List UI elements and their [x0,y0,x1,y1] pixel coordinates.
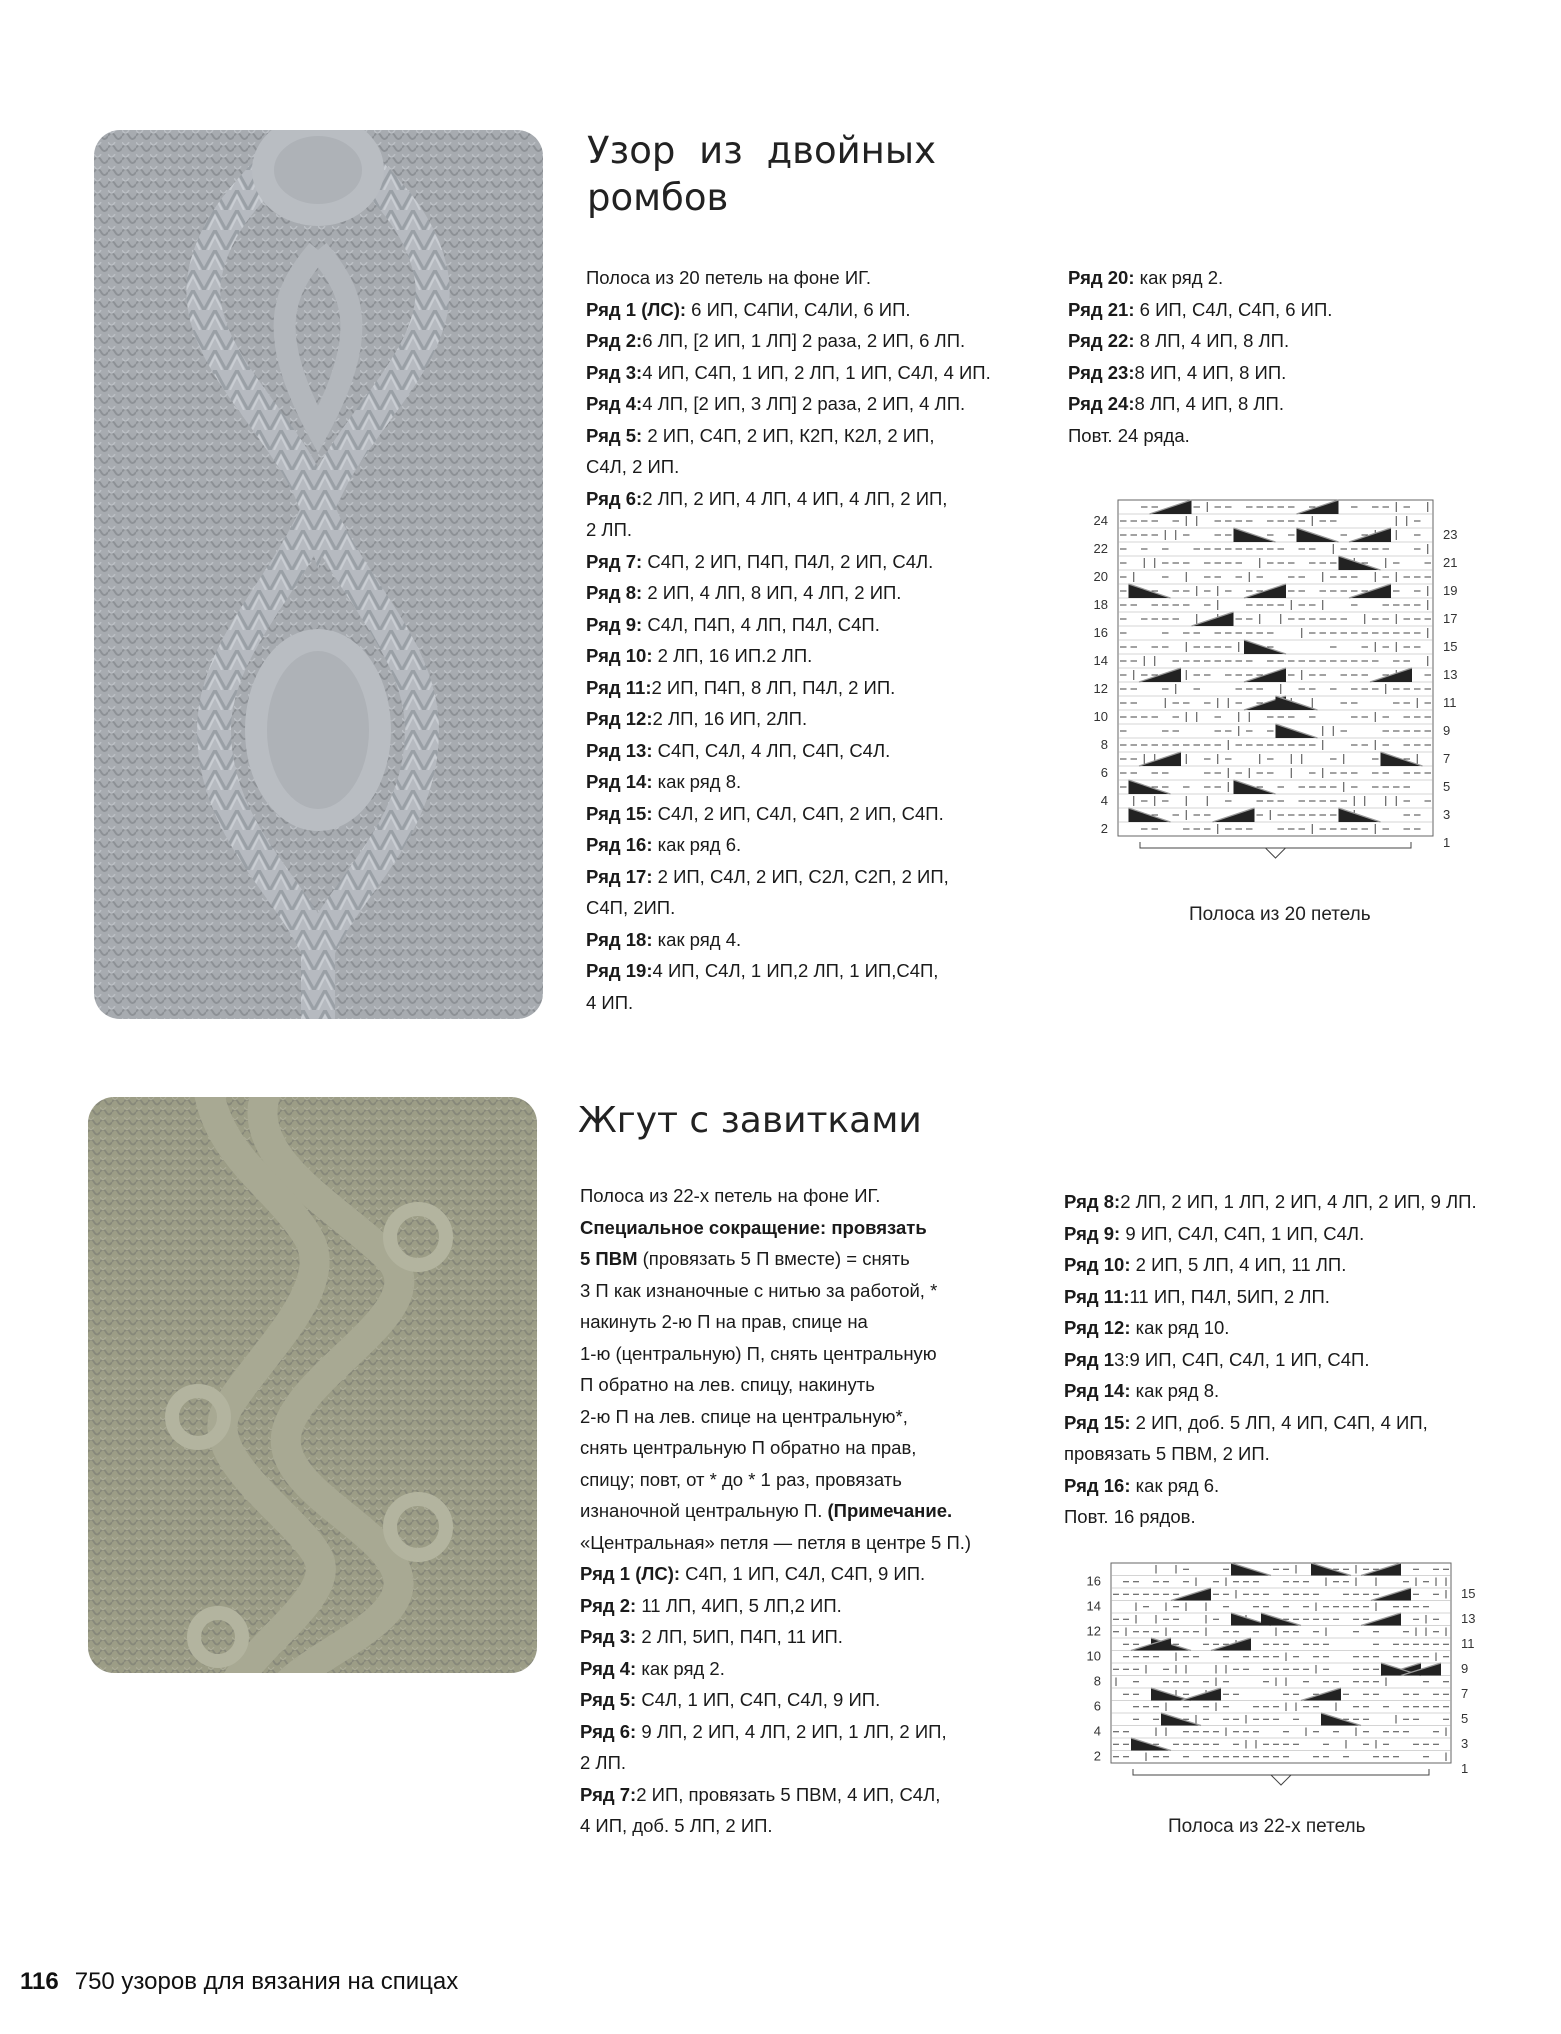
pattern2-row-note: (Примечание. [827,1500,953,1521]
pattern1-chart-row-number-right: 15 [1443,639,1458,655]
pattern2-chart-row-number-left: 12 [1086,1623,1101,1639]
pattern2-chart-row-number-right: 13 [1461,1611,1476,1626]
pattern1-row-text: 8 ЛП, 4 ИП, 8 ЛП. [1134,393,1284,414]
pattern1-row-label: Ряд 14: [586,771,653,792]
pattern2-row-label: Ряд 10: [1064,1254,1131,1275]
pattern1-row [1068,388,1428,420]
pattern1-chart-row-number-left: 4 [1100,793,1108,809]
pattern2-row-label: 5 ПВМ [580,1248,638,1269]
pattern1-row-label: Ряд 16: [586,834,653,855]
pattern1-row [586,577,1056,609]
pattern1-row [586,514,1056,546]
pattern1-row [586,798,1056,830]
pattern2-row [580,1243,1050,1275]
pattern1-row-text: как ряд 2. [1134,267,1224,288]
pattern2-row-text: спицу; повт, от * до * 1 раз, провязать [580,1468,902,1490]
pattern1-row-text: 4 ИП, С4Л, 1 ИП,2 ЛП, 1 ИП,С4П, [652,960,939,981]
pattern1-chart-row-number-left: 2 [1100,821,1108,837]
pattern2-row-label: Ряд 11: [1064,1285,1130,1307]
pattern1-row [586,987,1056,1019]
pattern1-row-label: Ряд 11: [586,676,652,698]
pattern1-instructions-left [586,262,1056,1018]
pattern1-row-text: С4П, С4Л, 4 ЛП, С4П, С4Л. [652,739,891,761]
pattern2-chart-row-number-right: 11 [1461,1636,1475,1651]
pattern2-row-label: Ряд 9: [1064,1222,1121,1244]
pattern2-row-text: 1-ю (центральную) П, снять центральную [580,1342,937,1364]
pattern1-row [1068,325,1428,357]
pattern1-row-text: 2 ЛП, 2 ИП, 4 ЛП, 4 ИП, 4 ЛП, 2 ИП, [642,487,948,509]
pattern2-row [1064,1218,1554,1250]
pattern1-row [586,924,1056,956]
pattern2-row [580,1621,1050,1653]
pattern1-row [586,420,1056,452]
pattern1-chart-row-number-right: 13 [1443,667,1458,683]
pattern2-row-label: Ряд 1 [1064,1348,1115,1370]
pattern2-row [1064,1375,1554,1407]
pattern2-chart-row-number-right: 5 [1461,1711,1469,1726]
pattern2-row-text: 9 ИП, С4Л, С4П, 1 ИП, С4Л. [1120,1222,1365,1244]
pattern1-row [586,735,1056,767]
pattern2-instructions-right [1064,1186,1554,1533]
pattern2-row [580,1306,1050,1338]
pattern2-row-text: провязать 5 ПВМ, 2 ИП. [1064,1443,1270,1464]
page-number: 116 [20,1968,59,1995]
pattern2-row [580,1779,1050,1811]
pattern1-chart-row-number-left: 8 [1100,737,1108,753]
pattern1-row-text: 4 ИП. [586,991,634,1013]
pattern2-photo [88,1097,537,1673]
pattern1-row [586,955,1056,987]
pattern2-row-text: С4П, 1 ИП, С4Л, С4П, 9 ИП. [680,1563,926,1584]
pattern2-row [580,1495,1050,1527]
pattern1-chart-row-number-left: 12 [1093,681,1108,697]
pattern1-row-label: Ряд 22: [1068,330,1135,351]
pattern2-chart [1075,1555,1505,1795]
pattern1-title-line1: Узор из двойных [587,129,936,172]
pattern1-row-label: Ряд 18: [586,928,653,950]
page-footer [20,1968,458,1996]
pattern2-chart-row-number-left: 14 [1086,1598,1101,1614]
pattern1-row-label: Ряд 12: [586,708,653,729]
pattern2-row-text: П обратно на лев. спицу, накинуть [580,1374,875,1395]
pattern2-row [1064,1470,1554,1502]
pattern1-row [586,892,1056,924]
pattern2-title: Жгут с завитками [578,1100,922,1141]
pattern2-row [580,1747,1050,1779]
pattern2-row-text: 3:9 ИП, С4П, С4Л, 1 ИП, С4П. [1114,1348,1370,1370]
pattern1-row-text: Повт. 24 ряда. [1068,424,1190,446]
pattern1-row-label: Ряд 10: [586,645,653,666]
pattern1-chart-row-number-left: 18 [1093,597,1108,613]
pattern1-row-label: Ряд 19: [586,960,653,981]
pattern2-row [580,1369,1050,1401]
pattern1-row-label: Ряд 5: [586,424,643,446]
pattern1-row [586,672,1056,704]
pattern1-row [586,357,1056,389]
pattern2-row-text: 11 ИП, П4Л, 5ИП, 2 ЛП. [1129,1285,1330,1307]
pattern1-row-label: Ряд 2: [586,330,643,351]
pattern1-row [586,640,1056,672]
pattern1-chart-row-number-right: 11 [1443,695,1457,711]
pattern2-row-text: 2 ЛП, 2 ИП, 1 ЛП, 2 ИП, 4 ЛП, 2 ИП, 9 ЛП. [1120,1191,1477,1212]
pattern1-row [586,703,1056,735]
pattern2-chart-row-number-right: 1 [1461,1761,1469,1776]
pattern2-row-text: 2 ЛП. [580,1752,627,1773]
pattern1-row-text: С4П, 2ИП. [586,897,676,918]
pattern2-row-text: Повт. 16 рядов. [1064,1506,1196,1527]
pattern1-chart-row-number-right: 17 [1443,611,1458,627]
pattern2-row-label: Ряд 1 (ЛС): [580,1563,681,1584]
pattern2-instructions-left [580,1180,1050,1842]
pattern2-row-text: как ряд 6. [1130,1474,1220,1496]
pattern2-row [580,1212,1050,1244]
pattern1-row [586,451,1056,483]
pattern2-row [580,1653,1050,1685]
pattern2-row-text: как ряд 10. [1130,1317,1230,1338]
pattern1-row-label: Ряд 1 (ЛС): [586,298,687,320]
pattern2-row-text: 9 ЛП, 2 ИП, 4 ЛП, 2 ИП, 1 ЛП, 2 ИП, [636,1720,947,1742]
pattern1-row-text: 8 ЛП, 4 ИП, 8 ЛП. [1134,330,1290,351]
pattern2-chart-stitch-bracket [1133,1769,1429,1775]
pattern1-row-text: С4П, 2 ИП, П4П, П4Л, 2 ИП, С4Л. [642,550,934,572]
pattern1-chart-stitch-bracket [1140,842,1411,848]
pattern1-chart-row-number-left: 16 [1093,625,1108,641]
pattern1-row-text: 6 ИП, С4ПИ, С4ЛИ, 6 ИП. [686,298,911,320]
pattern2-row-text: 4 ИП, доб. 5 ЛП, 2 ИП. [580,1815,773,1836]
pattern2-row-text: накинуть 2-ю П на прав, спице на [580,1311,868,1332]
pattern2-row-text: 3 П как изнаночные с нитью за работой, * [580,1279,938,1301]
pattern1-title-line2: ромбов [587,176,729,219]
pattern2-row-label: Ряд 6: [580,1720,637,1742]
pattern2-row-text: 11 ЛП, 4ИП, 5 ЛП,2 ИП. [636,1594,842,1616]
pattern1-chart-row-number-left: 10 [1093,709,1108,725]
pattern1-row-label: Ряд 20: [1068,267,1135,288]
pattern1-row-text: С4Л, 2 ИП, С4Л, С4П, 2 ИП, С4П. [652,802,944,824]
knit-photo-gray [94,130,543,1019]
pattern2-row [580,1684,1050,1716]
pattern1-row-label: Ряд 8: [586,582,643,603]
pattern1-row-label: Ряд 23: [1068,361,1135,383]
pattern2-row-text: С4Л, 1 ИП, С4П, С4Л, 9 ИП. [636,1689,881,1710]
pattern1-row-label: Ряд 4: [586,393,643,414]
pattern1-chart-row-number-left: 20 [1093,569,1108,585]
pattern1-row-label: Ряд 15: [586,802,653,824]
pattern1-chart-row-number-right: 19 [1443,583,1458,599]
pattern2-row-label: Ряд 15: [1064,1411,1131,1433]
pattern1-chart-caption: Полоса из 20 петель [1189,904,1371,925]
pattern2-row-text: (провязать 5 П вместе) = снять [637,1248,910,1269]
pattern2-row-text: 2 ИП, провязать 5 ПВМ, 4 ИП, С4Л, [636,1783,941,1805]
pattern1-row [586,861,1056,893]
pattern1-photo [94,130,543,1019]
pattern1-chart-row-number-left: 14 [1093,653,1108,669]
pattern1-row-text: 2 ИП, П4П, 8 ЛП, П4Л, 2 ИП. [651,676,896,698]
pattern2-row-text: Полоса из 22-х петель на фоне ИГ. [580,1185,881,1206]
book-title: 750 узоров для вязания на спицах [74,1968,459,1995]
pattern2-row [580,1810,1050,1842]
pattern1-row [1068,420,1428,452]
pattern2-row-label: Ряд 7: [580,1783,637,1805]
pattern1-chart-row-number-right: 7 [1443,751,1451,767]
pattern2-chart-row-number-right: 3 [1461,1736,1469,1751]
pattern1-row-label: Ряд 7: [586,550,643,572]
pattern1-chart-row-number-right: 5 [1443,779,1451,795]
pattern1-row-text: как ряд 8. [652,771,742,792]
pattern2-row [1064,1344,1554,1376]
pattern2-row-label: Ряд 8: [1064,1191,1121,1212]
pattern1-row [586,546,1056,578]
pattern1-chart-row-number-right: 23 [1443,527,1458,543]
pattern1-chart-row-number-right: 21 [1443,555,1458,571]
pattern1-row-label: Ряд 13: [586,739,653,761]
pattern2-row-text: изнаночной центральную П. [580,1500,828,1521]
pattern1-row [1068,262,1428,294]
pattern1-row [586,325,1056,357]
pattern1-row-label: Ряд 24: [1068,393,1135,414]
pattern1-row-text: 4 ИП, С4П, 1 ИП, 2 ЛП, 1 ИП, С4Л, 4 ИП. [642,361,991,383]
pattern1-row-text: 8 ИП, 4 ИП, 8 ИП. [1134,361,1287,383]
pattern1-row-label: Ряд 3: [586,361,643,383]
pattern2-row-label: Ряд 12: [1064,1317,1131,1338]
pattern1-instructions-right [1068,262,1428,451]
pattern1-row-text: 6 ИП, С4Л, С4П, 6 ИП. [1134,298,1333,320]
pattern2-chart-row-number-left: 10 [1086,1648,1101,1664]
pattern2-row-text: 2 ЛП, 5ИП, П4П, 11 ИП. [636,1626,843,1647]
pattern1-row-text: 2 ИП, С4Л, 2 ИП, С2Л, С2П, 2 ИП, [652,865,949,887]
pattern2-row-label: Ряд 16: [1064,1474,1131,1496]
pattern1-row-text: 6 ЛП, [2 ИП, 1 ЛП] 2 раза, 2 ИП, 6 ЛП. [642,330,966,351]
pattern1-row [586,388,1056,420]
pattern1-chart-row-number-right: 9 [1443,723,1451,739]
pattern1-title [587,127,936,221]
pattern2-chart-row-number-left: 4 [1093,1723,1101,1739]
pattern2-chart-row-number-left: 16 [1086,1573,1101,1589]
pattern2-row-text: 2 ИП, 5 ЛП, 4 ИП, 11 ЛП. [1130,1254,1347,1275]
pattern1-row [586,483,1056,515]
pattern2-row-label: Ряд 5: [580,1689,637,1710]
pattern2-row [1064,1407,1554,1439]
pattern2-row [580,1716,1050,1748]
pattern1-chart-row-number-left: 22 [1093,541,1108,557]
pattern2-row [1064,1281,1554,1313]
pattern1-row [1068,294,1428,326]
pattern2-chart-caption: Полоса из 22-х петель [1168,1816,1366,1837]
pattern1-row-label: Ряд 9: [586,613,643,635]
pattern2-row-label: Ряд 2: [580,1594,637,1616]
pattern1-row [586,766,1056,798]
pattern1-row-label: Ряд 6: [586,487,643,509]
pattern2-chart-row-number-left: 6 [1093,1698,1101,1714]
pattern1-chart-row-number-right: 3 [1443,807,1451,823]
pattern2-row [580,1275,1050,1307]
pattern1-row [586,294,1056,326]
pattern2-row [580,1590,1050,1622]
pattern1-row-text: С4Л, П4П, 4 ЛП, П4Л, С4П. [642,613,880,635]
pattern2-chart-row-number-right: 15 [1461,1586,1476,1601]
pattern1-row [586,609,1056,641]
pattern2-row [580,1527,1050,1559]
pattern1-row-text: 2 ЛП. [586,519,633,540]
pattern2-chart-row-number-left: 2 [1093,1748,1101,1764]
pattern2-row-text: 2 ИП, доб. 5 ЛП, 4 ИП, С4П, 4 ИП, [1130,1411,1428,1433]
pattern1-chart-row-number-right: 1 [1443,835,1451,851]
pattern2-row [1064,1501,1554,1533]
knit-photo-olive [88,1097,537,1673]
pattern2-row-label: Специальное сокращение: провязать [580,1216,927,1238]
pattern1-row [586,829,1056,861]
pattern1-row-text: 2 ЛП, 16 ИП.2 ЛП. [652,645,813,666]
pattern1-row-text: 2 ИП, 4 ЛП, 8 ИП, 4 ЛП, 2 ИП. [642,582,902,603]
pattern2-row [580,1180,1050,1212]
pattern2-row-text: «Центральная» петля — петля в центре 5 П.) [580,1531,972,1553]
pattern1-chart-row-number-left: 6 [1100,765,1108,781]
pattern1-row-text: как ряд 4. [652,928,742,950]
pattern2-row [580,1558,1050,1590]
pattern2-row [1064,1438,1554,1470]
pattern2-row [1064,1249,1554,1281]
pattern1-row-text: 4 ЛП, [2 ИП, 3 ЛП] 2 раза, 2 ИП, 4 ЛП. [642,393,966,414]
pattern1-row-label: Ряд 21: [1068,298,1135,320]
pattern1-row-label: Ряд 17: [586,865,653,887]
pattern2-row-text: как ряд 2. [636,1657,725,1679]
pattern2-row-label: Ряд 3: [580,1626,637,1647]
pattern1-row-text: 2 ЛП, 16 ИП, 2ЛП. [652,708,808,729]
pattern2-chart-row-number-right: 9 [1461,1661,1469,1676]
pattern2-row-text: как ряд 8. [1130,1380,1220,1401]
pattern1-chart [1080,492,1500,872]
pattern1-row-text: С4Л, 2 ИП. [586,456,680,477]
pattern2-row [580,1338,1050,1370]
pattern1-row [1068,357,1428,389]
pattern2-chart-row-number-left: 8 [1093,1673,1101,1689]
pattern2-chart-row-number-right: 7 [1461,1686,1469,1701]
pattern2-row-text: 2-ю П на лев. спице на центральную*, [580,1405,908,1427]
pattern2-row [1064,1186,1554,1218]
pattern1-intro: Полоса из 20 петель на фоне ИГ. [586,267,872,288]
pattern1-chart-row-number-left: 24 [1093,513,1108,529]
pattern2-row-text: снять центральную П обратно на прав, [580,1437,917,1458]
pattern2-row-label: Ряд 14: [1064,1380,1131,1401]
pattern2-row [580,1432,1050,1464]
pattern2-row-label: Ряд 4: [580,1657,637,1679]
pattern2-row [580,1401,1050,1433]
pattern2-row [580,1464,1050,1496]
pattern1-row-text: как ряд 6. [652,834,742,855]
pattern2-row [1064,1312,1554,1344]
pattern1-row-text: 2 ИП, С4П, 2 ИП, К2П, К2Л, 2 ИП, [642,424,935,446]
